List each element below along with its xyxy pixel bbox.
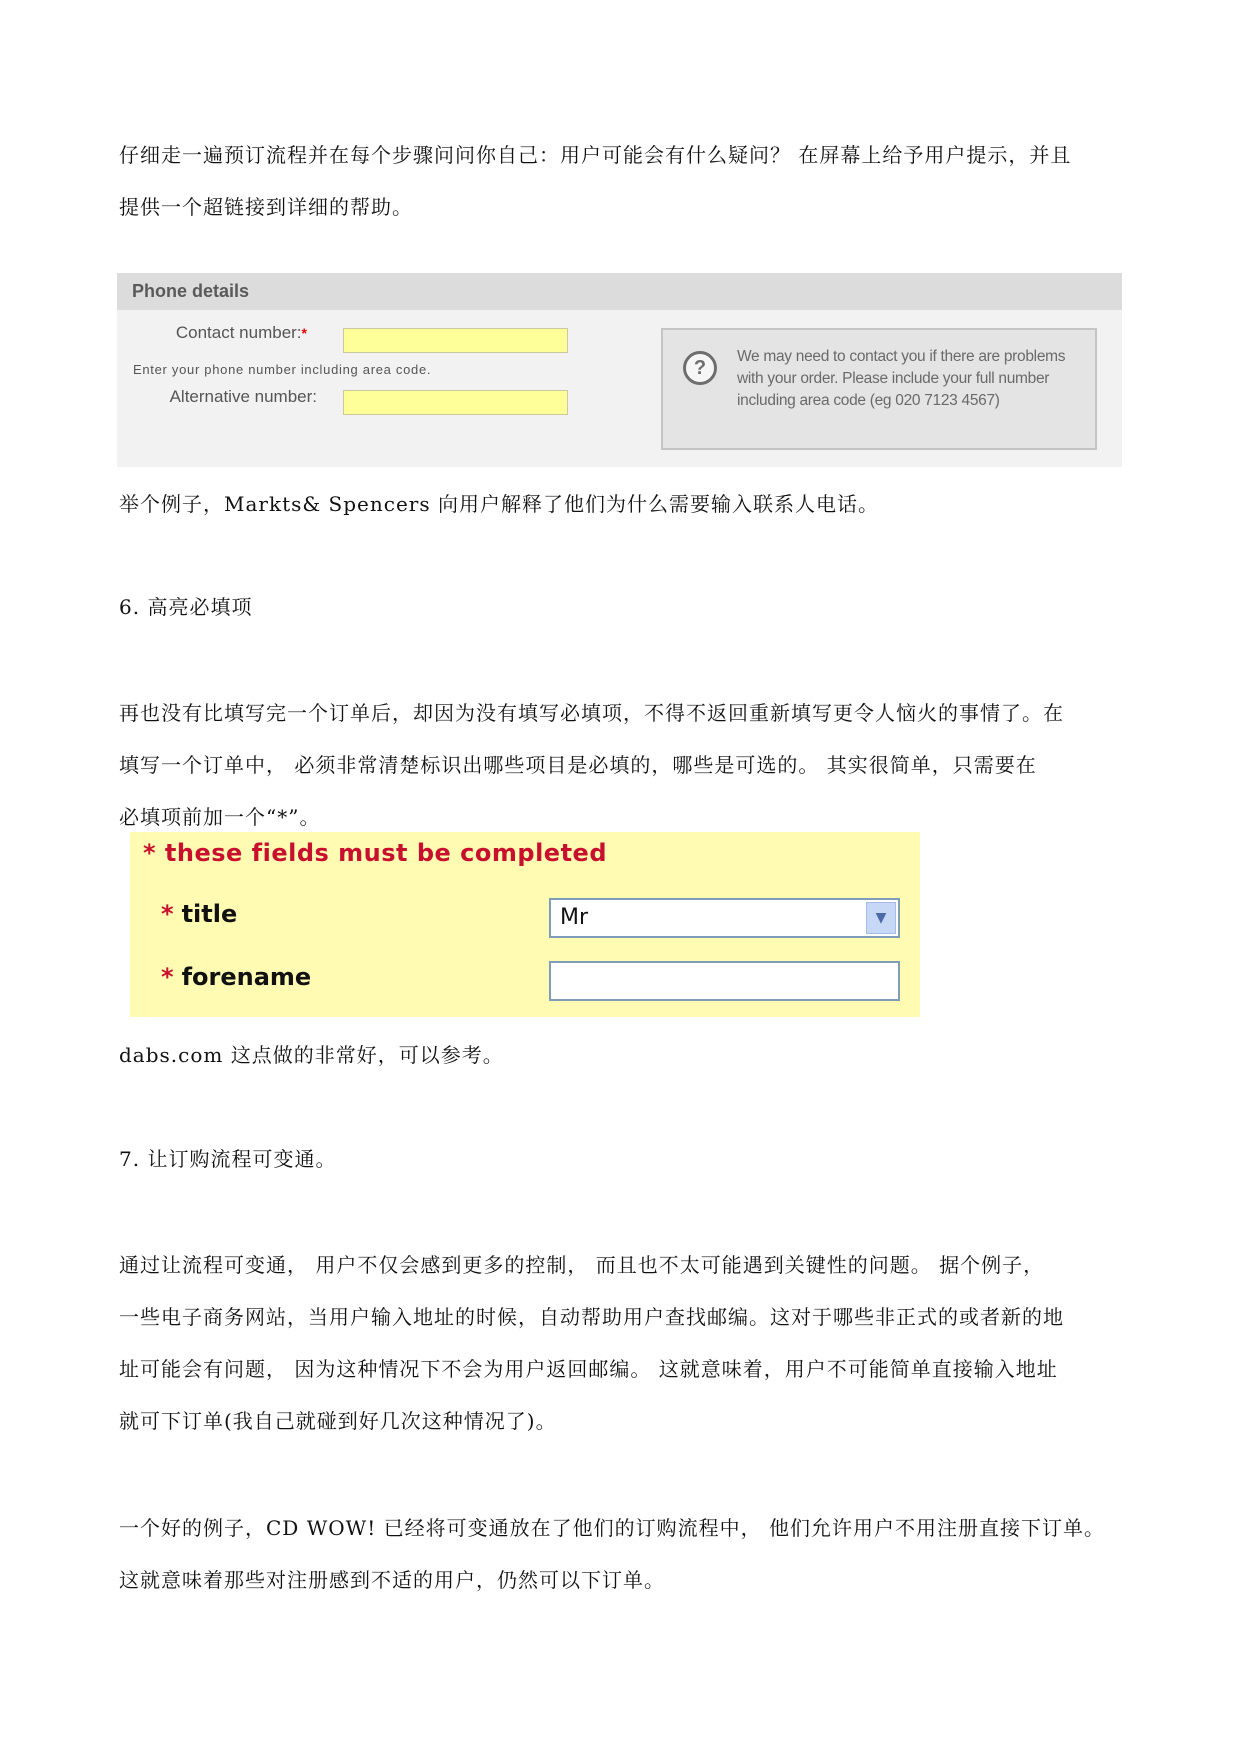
help-box	[661, 328, 1097, 450]
intro-paragraph	[119, 129, 1119, 233]
alternative-number-input[interactable]	[343, 390, 568, 415]
required-marker: *	[301, 325, 307, 341]
section-6-heading: 6. 高亮必填项	[119, 595, 253, 619]
contact-number-label: Contact number:*	[175, 323, 307, 342]
cdwow-paragraph	[119, 1502, 1119, 1606]
section-7-heading: 7. 让订购流程可变通。	[119, 1147, 337, 1171]
title-select[interactable]	[549, 898, 900, 938]
help-text: We may need to contact you if there are problems with your order. Please include your full number including area code (eg 020 7123 4567)	[737, 348, 1066, 409]
required-star: *	[161, 900, 174, 928]
phone-details-figure	[117, 273, 1122, 467]
phone-details-header: Phone details	[117, 273, 1122, 310]
forename-field-label: * forename	[161, 963, 312, 991]
alternative-number-label: Alternative number:	[169, 387, 317, 406]
text-line: 必填项前加一个“*”。	[119, 805, 321, 829]
example-paragraph	[119, 478, 1119, 530]
text-line: 一个好的例子，CD WOW! 已经将可变通放在了他们的订购流程中， 他们允许用户不用注册直接下订单。	[119, 1516, 1105, 1540]
text-line: 一些电子商务网站，当用户输入地址的时候，自动帮助用户查找邮编。这对于哪些非正式的或者新的地	[119, 1305, 1064, 1329]
required-fields-notice: * these fields must be completed	[143, 839, 608, 867]
chevron-down-icon[interactable]: ▼	[866, 902, 896, 934]
section-7-body	[119, 1239, 1119, 1447]
text-line: 就可下订单(我自己就碰到好几次这种情况了)。	[119, 1409, 557, 1433]
contact-number-input[interactable]	[343, 328, 568, 353]
text-line: 填写一个订单中， 必须非常清楚标识出哪些项目是必填的，哪些是可选的。 其实很简单，只需要在	[119, 753, 1037, 777]
text-line: 这就意味着那些对注册感到不适的用户，仍然可以下订单。	[119, 1568, 665, 1592]
phone-hint-text: Enter your phone number including area code.	[133, 362, 432, 377]
required-fields-figure	[130, 832, 920, 1017]
text-line: 仔细走一遍预订流程并在每个步骤问问你自己：用户可能会有什么疑问？ 在屏幕上给予用户提示，并且	[119, 143, 1072, 167]
section-6-body	[119, 687, 1119, 843]
text-line: 再也没有比填写完一个订单后，却因为没有填写必填项，不得不返回重新填写更令人恼火的事情了。在	[119, 701, 1064, 725]
text-line: 提供一个超链接到详细的帮助。	[119, 195, 413, 219]
forename-input[interactable]	[549, 961, 900, 1001]
required-star: *	[161, 963, 174, 991]
text-line: 通过让流程可变通， 用户不仅会感到更多的控制， 而且也不太可能遇到关键性的问题。 据个例子，	[119, 1253, 1045, 1277]
dabs-note: dabs.com 这点做的非常好，可以参考。	[119, 1043, 504, 1067]
text-line: 举个例子，Markts& Spencers 向用户解释了他们为什么需要输入联系人电话。	[119, 492, 879, 516]
text-line: 址可能会有问题， 因为这种情况下不会为用户返回邮编。 这就意味着，用户不可能简单直接输入地址	[119, 1357, 1058, 1381]
title-select-value: Mr	[560, 905, 589, 930]
title-field-label: * title	[161, 900, 238, 928]
question-circle-icon: ?	[683, 351, 717, 385]
